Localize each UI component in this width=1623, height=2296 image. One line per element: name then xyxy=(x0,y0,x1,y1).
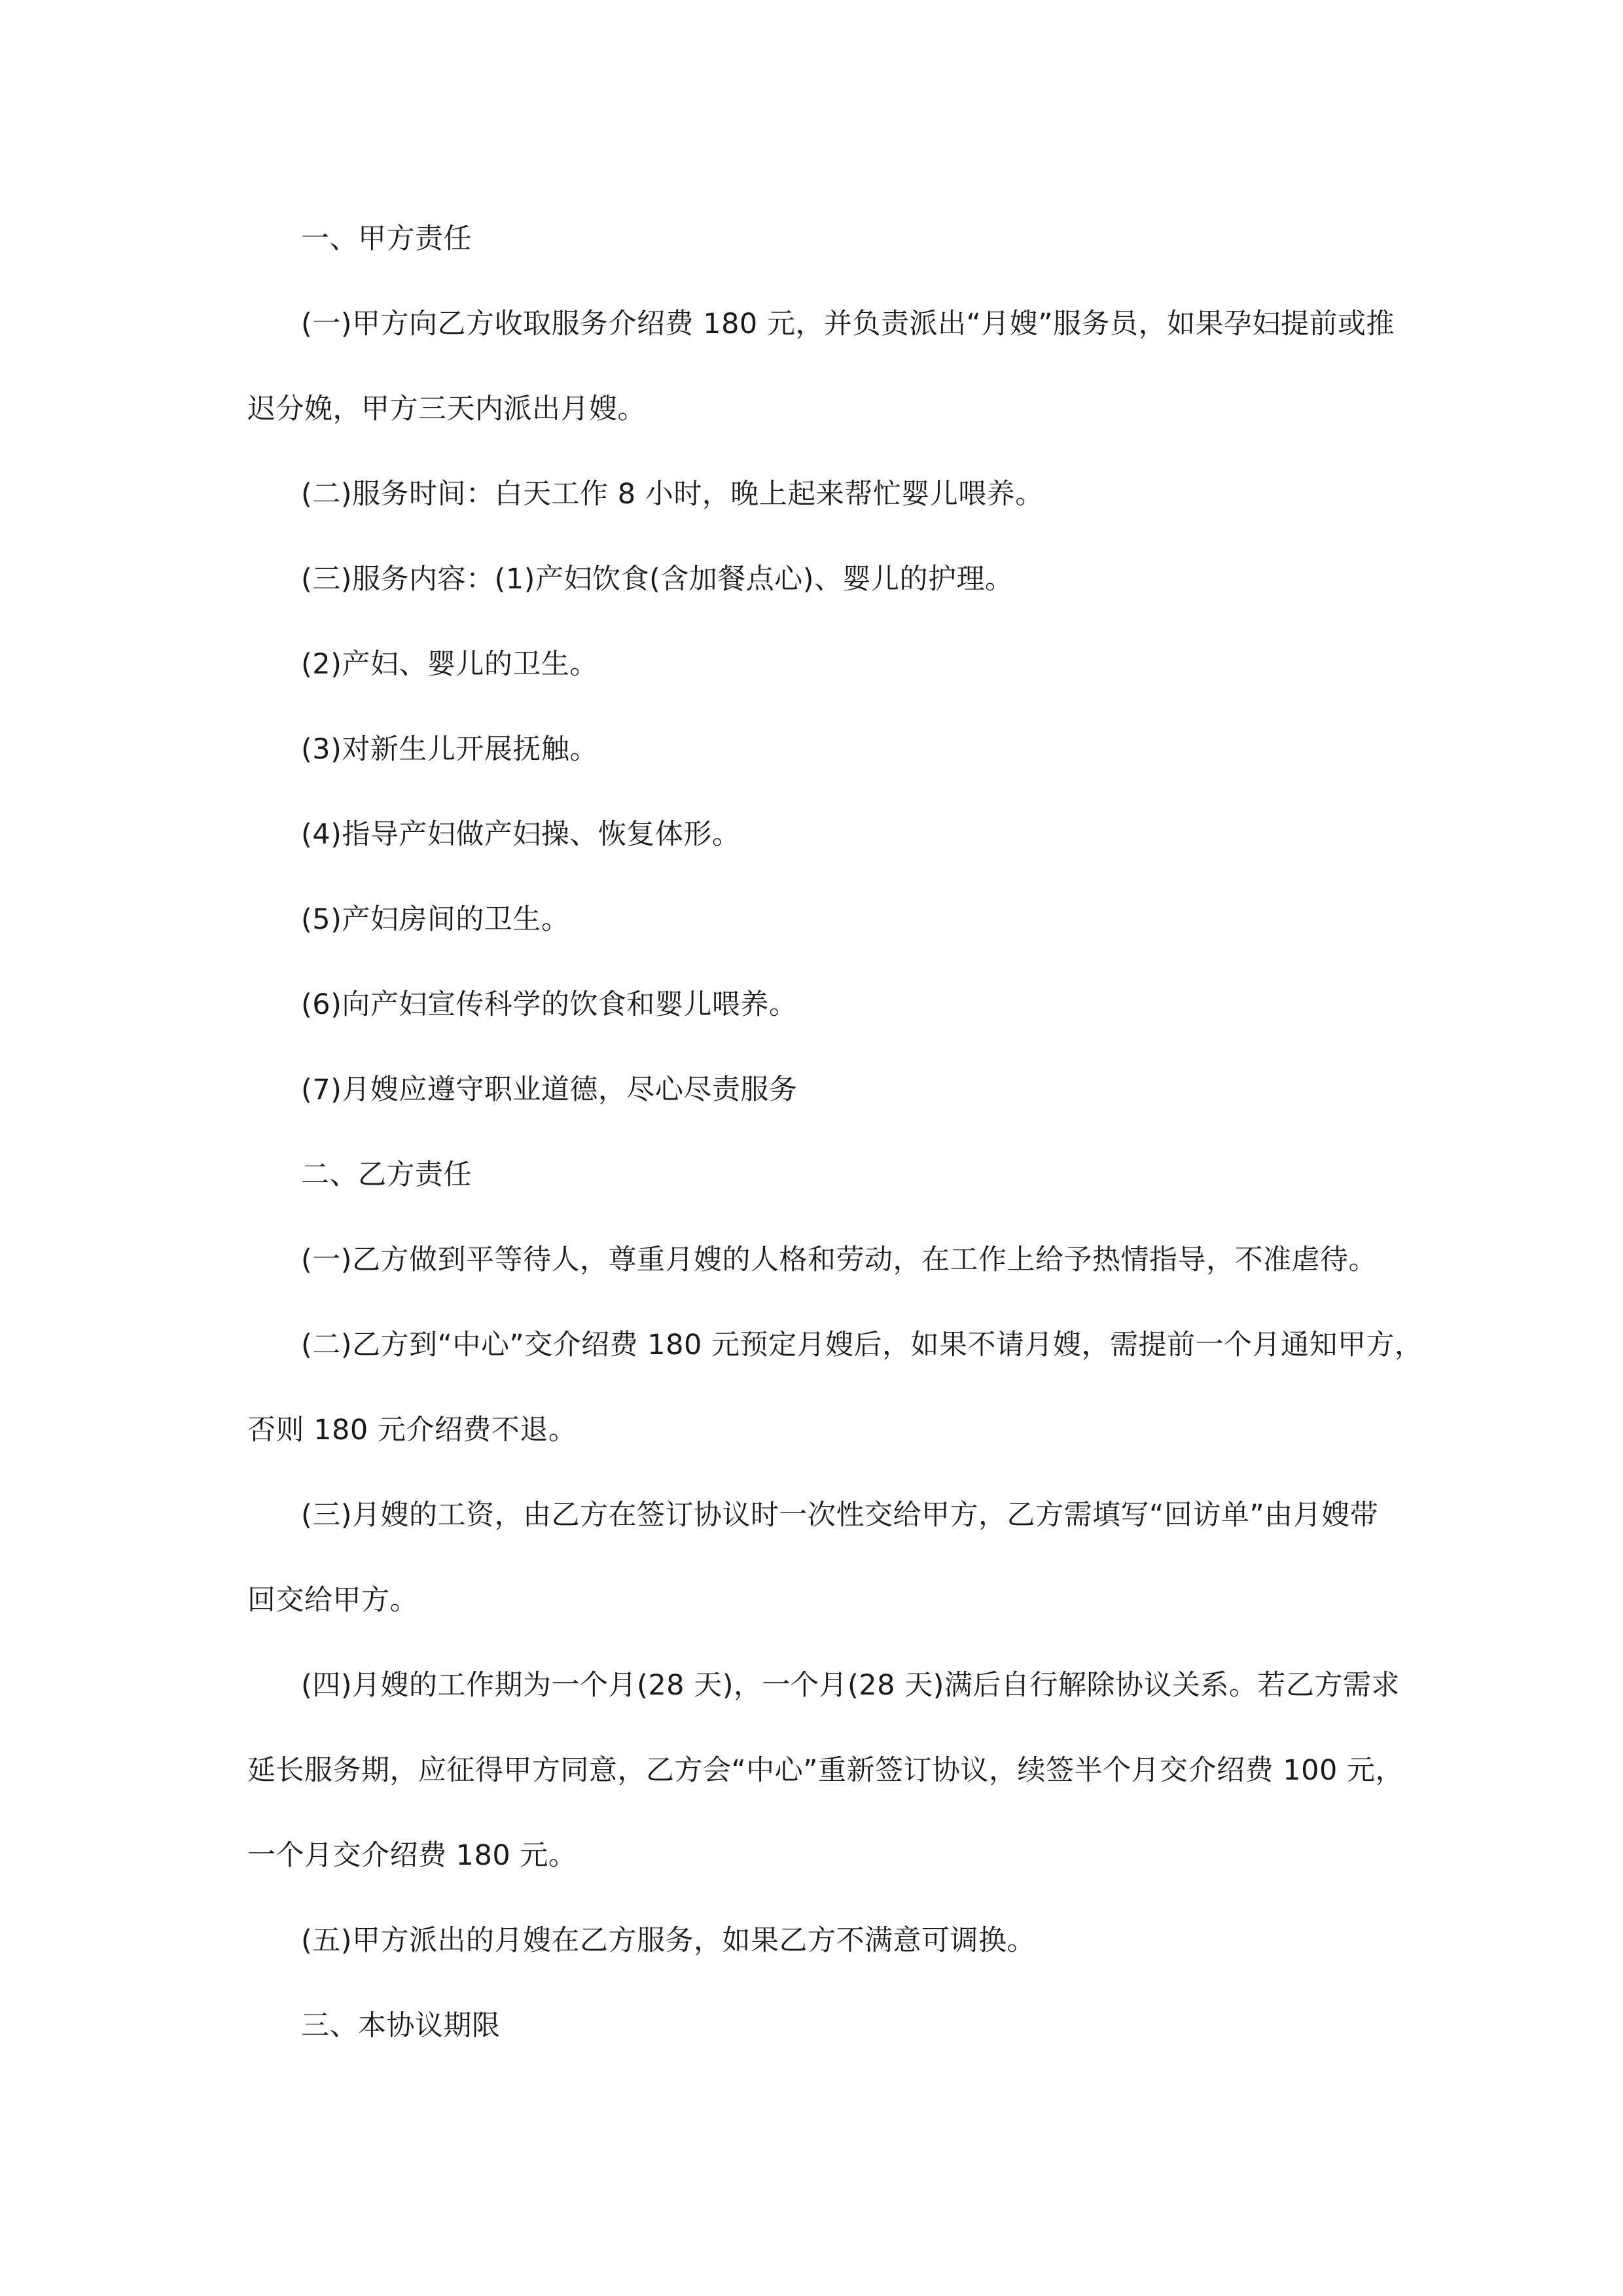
list-item: (4)指导产妇做产妇操、恢复体形。 xyxy=(301,818,741,851)
paragraph-line: (四)月嫂的工作期为一个月(28 天)，一个月(28 天)满后自行解除协议关系。若乙方需求 xyxy=(301,1669,1400,1702)
section-heading-term: 三、本协议期限 xyxy=(301,2009,501,2042)
list-item: (2)产妇、婴儿的卫生。 xyxy=(301,648,598,681)
paragraph-line: 一个月交介绍费 180 元。 xyxy=(247,1839,577,1872)
section-heading-party-b: 二、乙方责任 xyxy=(301,1158,472,1191)
paragraph-line: 否则 180 元介绍费不退。 xyxy=(247,1414,577,1446)
list-item: (5)产妇房间的卫生。 xyxy=(301,903,570,936)
paragraph-line: (三)服务内容：(1)产妇饮食(含加餐点心)、婴儿的护理。 xyxy=(301,563,1014,596)
paragraph-line: (一)甲方向乙方收取服务介绍费 180 元，并负责派出“月嫂”服务员，如果孕妇提前或推 xyxy=(301,308,1395,340)
list-item: (7)月嫂应遵守职业道德，尽心尽责服务 xyxy=(301,1073,798,1106)
paragraph-line: (二)乙方到“中心”交介绍费 180 元预定月嫂后，如果不请月嫂，需提前一个月通知甲方， xyxy=(301,1329,1423,1361)
paragraph-line: (二)服务时间：白天工作 8 小时，晚上起来帮忙婴儿喂养。 xyxy=(301,478,1044,511)
list-item: (6)向产妇宣传科学的饮食和婴儿喂养。 xyxy=(301,988,798,1021)
paragraph-line: 回交给甲方。 xyxy=(247,1584,418,1617)
paragraph-line: (一)乙方做到平等待人，尊重月嫂的人格和劳动，在工作上给予热情指导，不准虐待。 xyxy=(301,1244,1378,1276)
paragraph-line: (三)月嫂的工资，由乙方在签订协议时一次性交给甲方，乙方需填写“回访单”由月嫂带 xyxy=(301,1499,1379,1532)
list-item: (3)对新生儿开展抚触。 xyxy=(301,733,598,766)
paragraph-line: 延长服务期，应征得甲方同意，乙方会“中心”重新签订协议，续签半个月交介绍费 100 元， xyxy=(247,1754,1404,1787)
paragraph-line: 迟分娩，甲方三天内派出月嫂。 xyxy=(247,393,646,425)
paragraph-line: (五)甲方派出的月嫂在乙方服务，如果乙方不满意可调换。 xyxy=(301,1924,1036,1957)
section-heading-party-a: 一、甲方责任 xyxy=(301,223,472,255)
